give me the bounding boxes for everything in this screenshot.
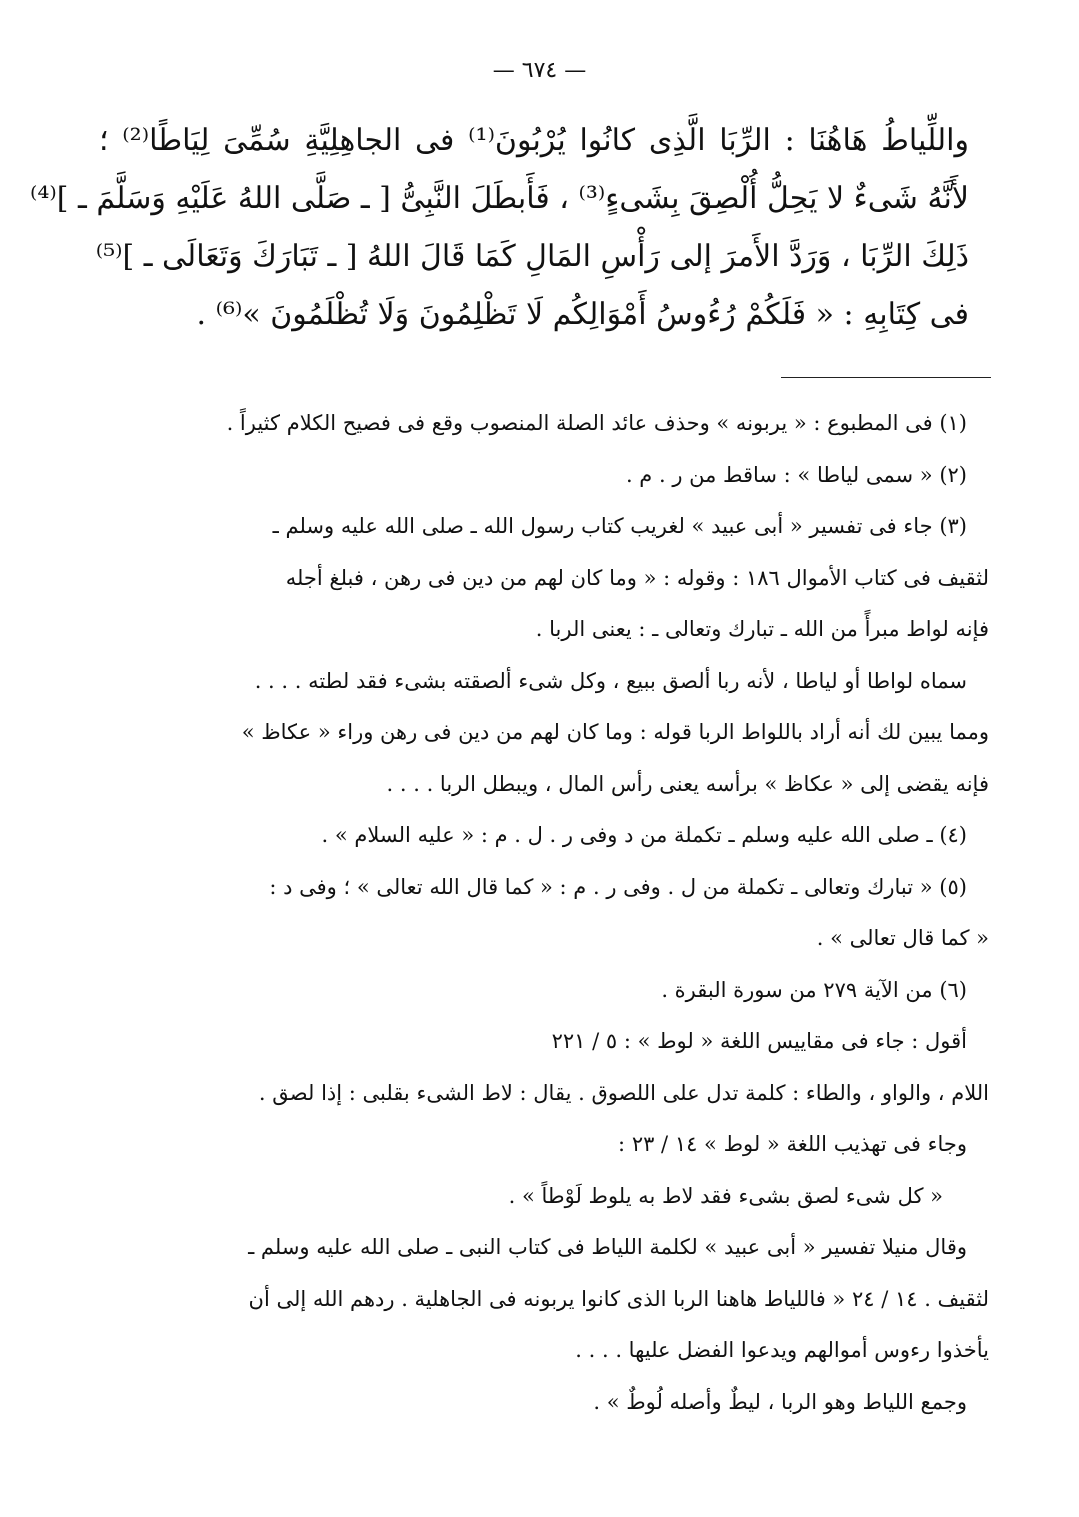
commentary-line: وجاء فى تهذيب اللغة « لوط » ١٤ / ٢٣ :: [618, 1132, 967, 1156]
footnote-line: « كما قال تعالى » .: [816, 926, 989, 950]
main-text-line: فى كِتَابِهِ : « فَلَكُمْ رُءُوسُ أَمْوَالِكُم لَا تَظْلِمُونَ وَلَا تُظْلَمُونَ »⁽⁶⁾ .: [196, 297, 969, 332]
footnote-2: (٢) « سمى لياطا » : ساقط من ر . م .: [625, 462, 967, 487]
main-text-line: واللِّياطُ هَاهُنَا : الرِّبَا الَّذِى كانُوا يُرْبُونَ⁽¹⁾ فى الجاهِلِيَّةِ سُمِّىَ لِيَاطًا⁽²⁾ ؛: [99, 123, 970, 158]
footnote-line: ومما يبين لك أنه أراد باللواط الربا قوله : وما كان لهم من دين فى رهن وراء « عكاظ »: [241, 720, 989, 744]
page-number: — ٦٧٤ —: [492, 58, 587, 83]
footnote-line: لثقيف فى كتاب الأموال ١٨٦ : وقوله : « وما كان لهم من دين فى رهن ، فبلغ أجله: [285, 565, 989, 590]
footnote-6: (٦) من الآية ٢٧٩ من سورة البقرة .: [661, 977, 967, 1002]
footnotes-block: [93, 398, 989, 1428]
commentary-line: اللام ، والواو ، والطاء : كلمة تدل على اللصوق . يقال : لاط الشىء بقلبى : إذا لصق .: [258, 1080, 989, 1105]
commentary-line: « كل شىء لصق بشىء فقد لاط به يلوط لَوْطاً » .: [508, 1183, 943, 1208]
commentary-line: وقال منيلا تفسير « أبى عبيد » لكلمة اللياط فى كتاب النبى ـ صلى الله عليه وسلم ـ: [248, 1235, 967, 1259]
footnote-4: (٤) ـ صلى الله عليه وسلم ـ تكملة من د وفى ر . ل . م : « عليه السلام » .: [321, 823, 967, 847]
main-text-line: لأَنَّهُ شَىءٌ لا يَحِلُّ أُلْصِقَ بِشَىءٍ⁽³⁾ ، فَأَبطَلَ النَّبِىُّ [ ـ صَلَّى اللهُ عَلَيْهِ وَسَلَّمَ ـ ]⁽⁴⁾: [29, 181, 969, 216]
footnote-line: فإنه لواط مبرأً من الله ـ تبارك وتعالى ـ : يعنى الربا .: [535, 617, 989, 641]
commentary-line: أقول : جاء فى مقاييس اللغة « لوط » : ٥ / ٢٢١: [551, 1029, 967, 1053]
footnote-divider: [781, 377, 991, 378]
footnote-line: سماه لواطا أو لياطا ، لأنه ربا ألصق ببيع ، وكل شىء ألصقته بشىء فقد لطته . . . .: [254, 668, 967, 693]
footnote-line: فإنه يقضى إلى « عكاظ » برأسه يعنى رأس المال ، ويبطل الربا . . . .: [386, 771, 989, 796]
commentary-line: يأخذوا رءوس أموالهم ويدعوا الفضل عليها . . . .: [575, 1338, 989, 1362]
footnote-1: (١) فى المطبوع : « يربونه » وحذف عائد الصلة المنصوب وقع فى فصيح الكلام كثيراً .: [226, 411, 967, 435]
commentary-line: وجمع اللياط وهو الربا ، ليطٌ وأصله لُوطٌ » .: [593, 1389, 967, 1414]
main-text-block: [29, 112, 970, 344]
footnote-3: (٣) جاء فى تفسير « أبى عبيد » لغريب كتاب رسول الله ـ صلى الله عليه وسلم ـ: [272, 514, 967, 538]
commentary-line: لثقيف . ١٤ / ٢٤ « فاللياط هاهنا الربا الذى كانوا يربونه فى الجاهلية . ردهم الله إلى أن: [248, 1286, 989, 1311]
main-text-line: ذَلِكَ الرِّبَا ، وَرَدَّ الأَمرَ إلى رَأْسِ المَالِ كَمَا قَالَ اللهُ [ ـ تَبَارَكَ وَتَعَالَى ـ ]⁽⁵⁾: [95, 239, 969, 274]
footnote-5: (٥) « تبارك وتعالى ـ تكملة من ل . وفى ر . م : « كما قال الله تعالى » ؛ وفى د :: [269, 874, 967, 899]
